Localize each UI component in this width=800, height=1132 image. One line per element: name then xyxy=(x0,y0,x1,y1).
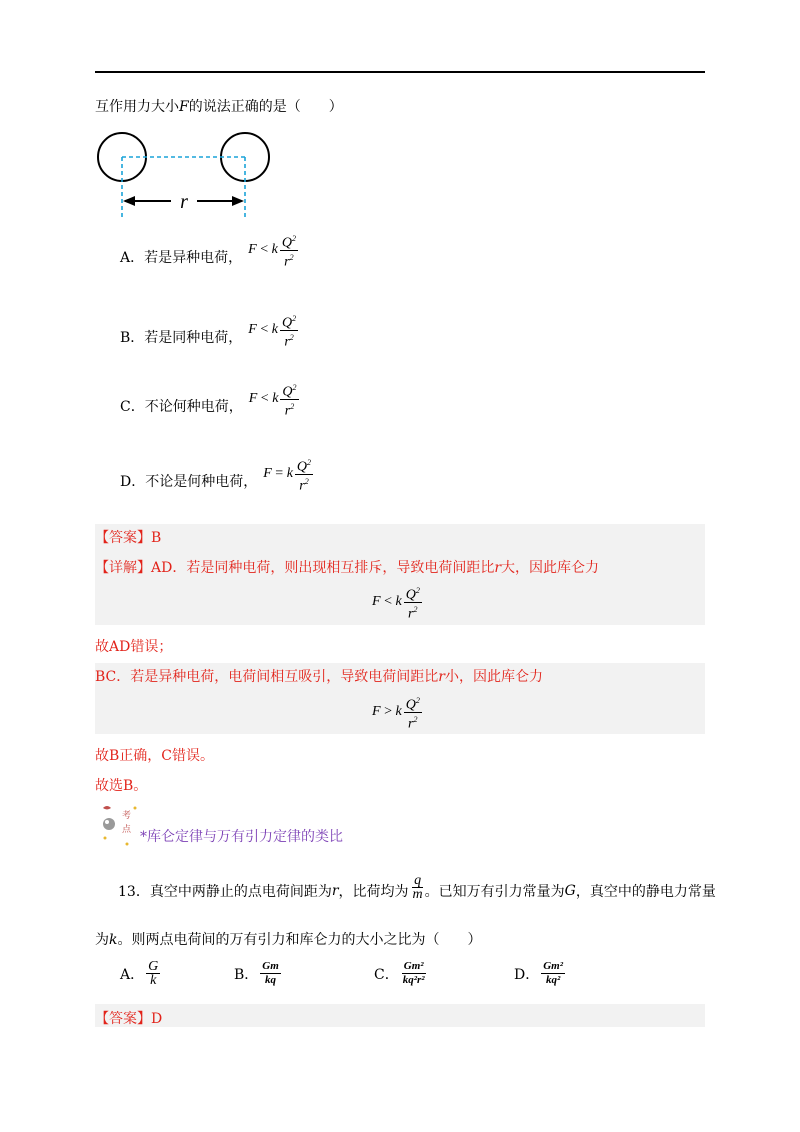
detail-ad: 【详解】AD．若是同种电荷，则出现相互排斥，导致电荷间距比r大，因此库仑力 xyxy=(95,560,600,576)
q13-option-a[interactable]: A． $\frac{G}{k}$ xyxy=(120,959,159,988)
answer-block-3 xyxy=(95,1004,705,1027)
question-12-stem: 互作用力大小F的说法正确的是（ ） xyxy=(95,99,343,115)
q13-option-b[interactable]: B． $\frac{Gm}{kq}$ xyxy=(234,960,279,986)
answer-label: 【答案】B xyxy=(95,530,162,546)
svg-text:点: 点 xyxy=(122,825,132,835)
q13-option-c[interactable]: C． $\frac{\text{Gm²}}{\text{kq²r²}}$ xyxy=(374,960,425,986)
question-13-line1: 13．真空中两静止的点电荷间距为 r ，比荷均为 $\frac{q}{m}$ 。已知万有引力常量为 G ，真空中的静电力常量 xyxy=(118,873,716,902)
q13-answer: 【答案】D xyxy=(95,1011,163,1027)
kaodian-badge-icon xyxy=(95,802,141,848)
charges-diagram xyxy=(95,128,275,220)
svg-text:考: 考 xyxy=(122,811,132,821)
option-b[interactable]: B．若是同种电荷， F < k $\frac{Q^2}{r^2}$ xyxy=(120,314,297,350)
kaodian-text: *库仑定律与万有引力定律的类比 xyxy=(140,829,343,845)
option-a[interactable]: A．若是异种电荷， F < k $\frac{Q^2}{r^2}$ xyxy=(120,234,296,270)
question-13-line2: 为k。则两点电荷间的万有引力和库仑力的大小之比为（ ） xyxy=(95,932,482,948)
equation-1: F < k $\frac{Q^2}{r^2}$ xyxy=(372,586,420,622)
header-rule xyxy=(95,71,705,73)
equation-2: F > k $\frac{Q^2}{r^2}$ xyxy=(372,696,420,732)
option-c[interactable]: C．不论何种电荷， F < k $\frac{Q^2}{r^2}$ xyxy=(120,383,297,419)
detail-bc: BC．若是异种电荷，电荷间相互吸引，导致电荷间距比r小，因此库仑力 xyxy=(95,669,543,685)
distance-label: r xyxy=(180,191,188,213)
conclusion-bc: 故B正确，C错误。 xyxy=(95,748,214,764)
q13-option-d[interactable]: D． $\frac{\text{Gm²}}{\text{kq²}}$ xyxy=(514,960,564,986)
conclusion-ad: 故AD错误； xyxy=(95,639,173,655)
option-d[interactable]: D．不论是何种电荷， F = k $\frac{Q^2}{r^2}$ xyxy=(120,458,312,494)
final-choice: 故选B。 xyxy=(95,778,148,794)
